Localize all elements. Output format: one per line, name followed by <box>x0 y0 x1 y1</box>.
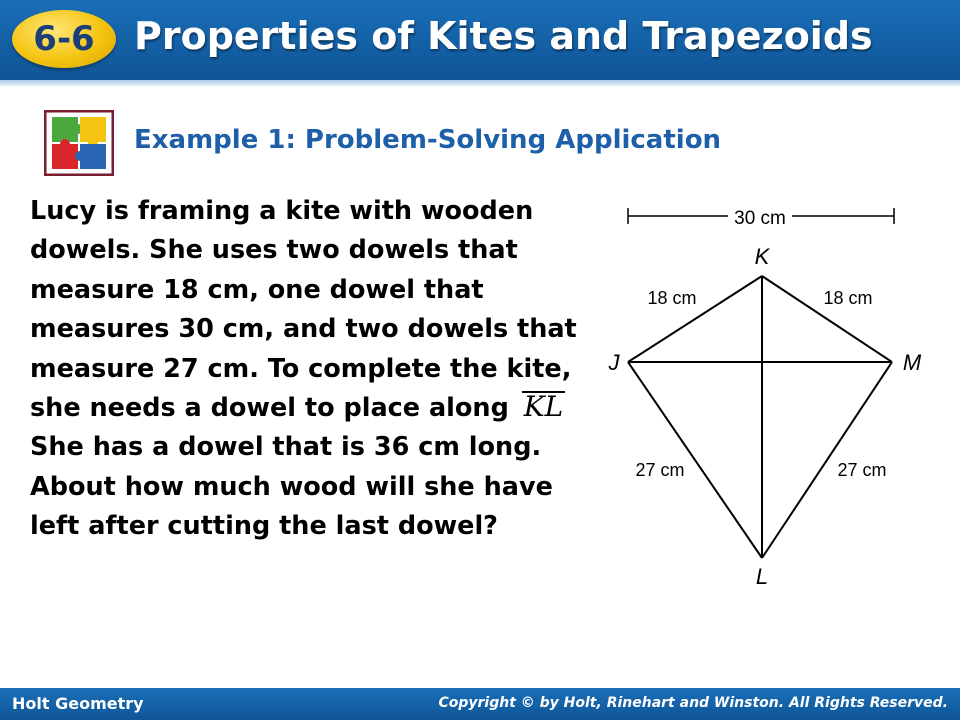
kite-diagram <box>600 200 932 590</box>
vertex-j-label: J <box>608 350 620 375</box>
vertex-k-label: K <box>754 244 770 269</box>
vertex-l-label: L <box>755 564 769 589</box>
side-jl-label: 27 cm <box>635 460 685 480</box>
lesson-title: Properties of Kites and Trapezoids <box>134 14 873 58</box>
side-ml-label: 27 cm <box>837 460 887 480</box>
width-label: 30 cm <box>734 208 786 229</box>
problem-text-part-1: Lucy is framing a kite with wooden dowels. She uses two dowels that measure 18 cm, one dowel that measures 30 cm, and two dowels that measure 27 cm. To complete the kite, she needs a dowel to place along <box>30 196 577 424</box>
problem-text-part-2: She has a dowel that is 36 cm long. About how much wood will she have left after cutting the last dowel? <box>30 432 553 542</box>
footer-copyright: Copyright © by Holt, Rinehart and Winston. All Rights Reserved. <box>438 695 948 711</box>
side-jk-label: 18 cm <box>647 288 697 308</box>
footer-bar <box>0 688 960 720</box>
segment-kl-notation: KL <box>523 390 564 424</box>
puzzle-icon <box>44 110 114 176</box>
header-divider <box>0 80 960 86</box>
example-heading: Example 1: Problem-Solving Application <box>134 125 722 155</box>
footer-book-title: Holt Geometry <box>12 694 144 713</box>
header-bar <box>0 0 960 80</box>
problem-statement <box>30 192 600 547</box>
vertex-m-label: M <box>902 350 922 375</box>
side-km-label: 18 cm <box>823 288 873 308</box>
lesson-number-badge: 6-6 <box>12 10 116 68</box>
